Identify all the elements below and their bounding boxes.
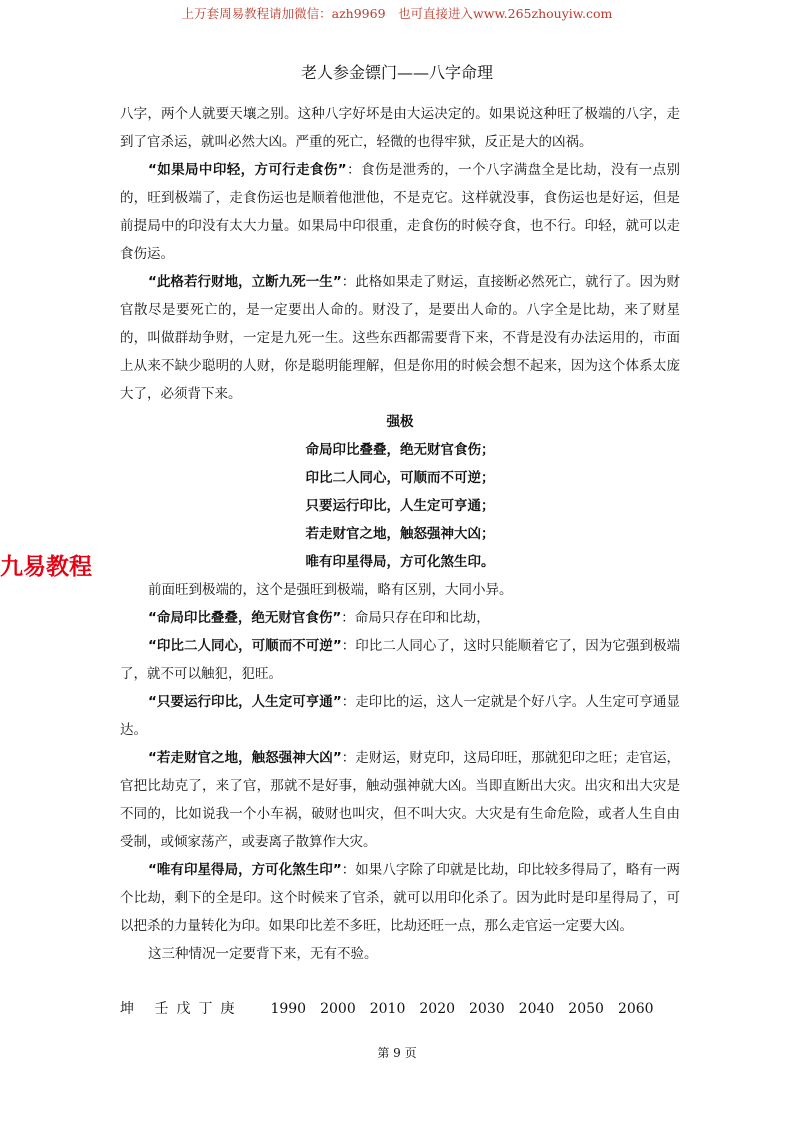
- closing-line: 这三种情况一定要背下来，无有不验。: [148, 946, 378, 962]
- paragraph-text: ：食伤是泄秀的，一个八字满盘全是比劫，没有一点别的，旺到极端了，走食伤运也是顺着他泄他，不是克它。这样就没事，食伤运也是好运，但是前提局中的印没有太大力量。如果局中印很重，走食伤的时候夺食，也不行。印轻，就可以走食伤运。: [120, 162, 681, 262]
- chart-label: 坤 壬戊丁庚: [120, 1001, 243, 1017]
- year-value: 2060: [617, 1001, 654, 1017]
- year-value: 2030: [469, 1001, 505, 1017]
- explanation-1: [120, 604, 680, 632]
- bazi-chart-row: [120, 998, 680, 1018]
- poem-line: 印比二人同心，可顺而不可逆；: [305, 470, 495, 486]
- paragraph-text: ：此格如果走了财运，直接断必然死亡，就行了。因为财官散尽是要死亡的，是一定要出人命的。财没了，是要出人命的。八字全是比劫，来了财星的，叫做群劫争财，一定是九死一生。这些东西都需要背下来，不背是没有办法运用的，市面上从来不缺少聪明的人财，你是聪明能理解，但是你用的时候会想不起来，因为这个体系太庞大了，必须背下来。: [120, 274, 681, 402]
- explanation-text: ：走印比的运，这人一定就是个好八字。人生定可亨通显达。: [120, 694, 681, 738]
- year-value: 2020: [419, 1001, 456, 1017]
- paragraph-3: [120, 268, 680, 408]
- explanation-text: ：命局只存在印和比劫，: [341, 610, 490, 626]
- explanation-intro: 前面旺到极端的，这个是强旺到极端，略有区别，大同小异。: [148, 582, 513, 598]
- explanation-4: [120, 744, 680, 856]
- quote-phrase: “命局印比叠叠，绝无财官食伤”: [148, 610, 342, 626]
- page-title: 老人参金镖门——八字命理: [300, 63, 493, 82]
- explanation-text: ：走财运，财克印，这局印旺，那就犯印之旺；走官运，官把比劫克了，来了官，那就不是好事，触动强神就大凶。当即直断出大灾。出灾和出大灾是不同的，比如说我一个小车祸，破财也叫灾，但不叫大灾。大灾是有生命危险，或者人生自由受制，或倾家荡产，或妻离子散算作大灾。: [120, 750, 681, 850]
- main-content: [120, 100, 680, 968]
- poem-title: 强极: [386, 414, 414, 430]
- explanation-text: ：如果八字除了印就是比劫，印比较多得局了，略有一两个比劫，剩下的全是印。这个时候来了官杀，就可以用印化杀了。因为此时是印星得局了，可以把杀的力量转化为印。如果印比差不多旺，比劫还旺一点，那么走官运一定要大凶。: [120, 862, 681, 934]
- explanation-5: [120, 856, 680, 940]
- paragraph-2: [120, 156, 680, 268]
- year-value: 2040: [518, 1001, 555, 1017]
- paragraph-1: 八字，两个人就要天壤之别。这种八字好坏是由大运决定的。如果说这种旺了极端的八字，走到了官杀运，就叫必然大凶。严重的死亡，轻微的也得牢狱，反正是大的凶祸。: [120, 106, 680, 150]
- quote-phrase: “只要运行印比，人生定可亨通”: [148, 694, 342, 710]
- poem-line: 命局印比叠叠，绝无财官食伤；: [305, 442, 495, 458]
- poem-line: 只要运行印比，人生定可亨通；: [305, 498, 495, 514]
- explanation-2: [120, 632, 680, 688]
- page-header-banner: 上万套周易教程请加微信：azh9969 也可直接进入www.265zhouyiw.com: [181, 6, 613, 21]
- year-value: 2010: [369, 1001, 406, 1017]
- quote-phrase: “若走财官之地，触怒强神大凶”: [148, 750, 342, 766]
- poem-line: 唯有印星得局，方可化煞生印。: [305, 554, 495, 570]
- poem-line: 若走财官之地，触怒强神大凶；: [305, 526, 495, 542]
- year-value: 1990: [270, 1001, 307, 1017]
- year-value: 2000: [320, 1001, 356, 1017]
- page-number: 第 9 页: [377, 1046, 417, 1060]
- explanation-text: ：印比二人同心了，这时只能顺着它了，因为它强到极端了，就不可以触犯，犯旺。: [120, 638, 681, 682]
- watermark-logo: 九易教程: [0, 554, 92, 580]
- explanation-3: [120, 688, 680, 744]
- year-value: 2050: [568, 1001, 604, 1017]
- quote-phrase: “此格若行财地，立断九死一生”: [148, 274, 342, 290]
- quote-phrase: “印比二人同心，可顺而不可逆”: [148, 638, 342, 654]
- quote-phrase: “唯有印星得局，方可化煞生印”: [148, 862, 342, 878]
- quote-phrase: “如果局中印轻，方可行走食伤”: [148, 162, 347, 178]
